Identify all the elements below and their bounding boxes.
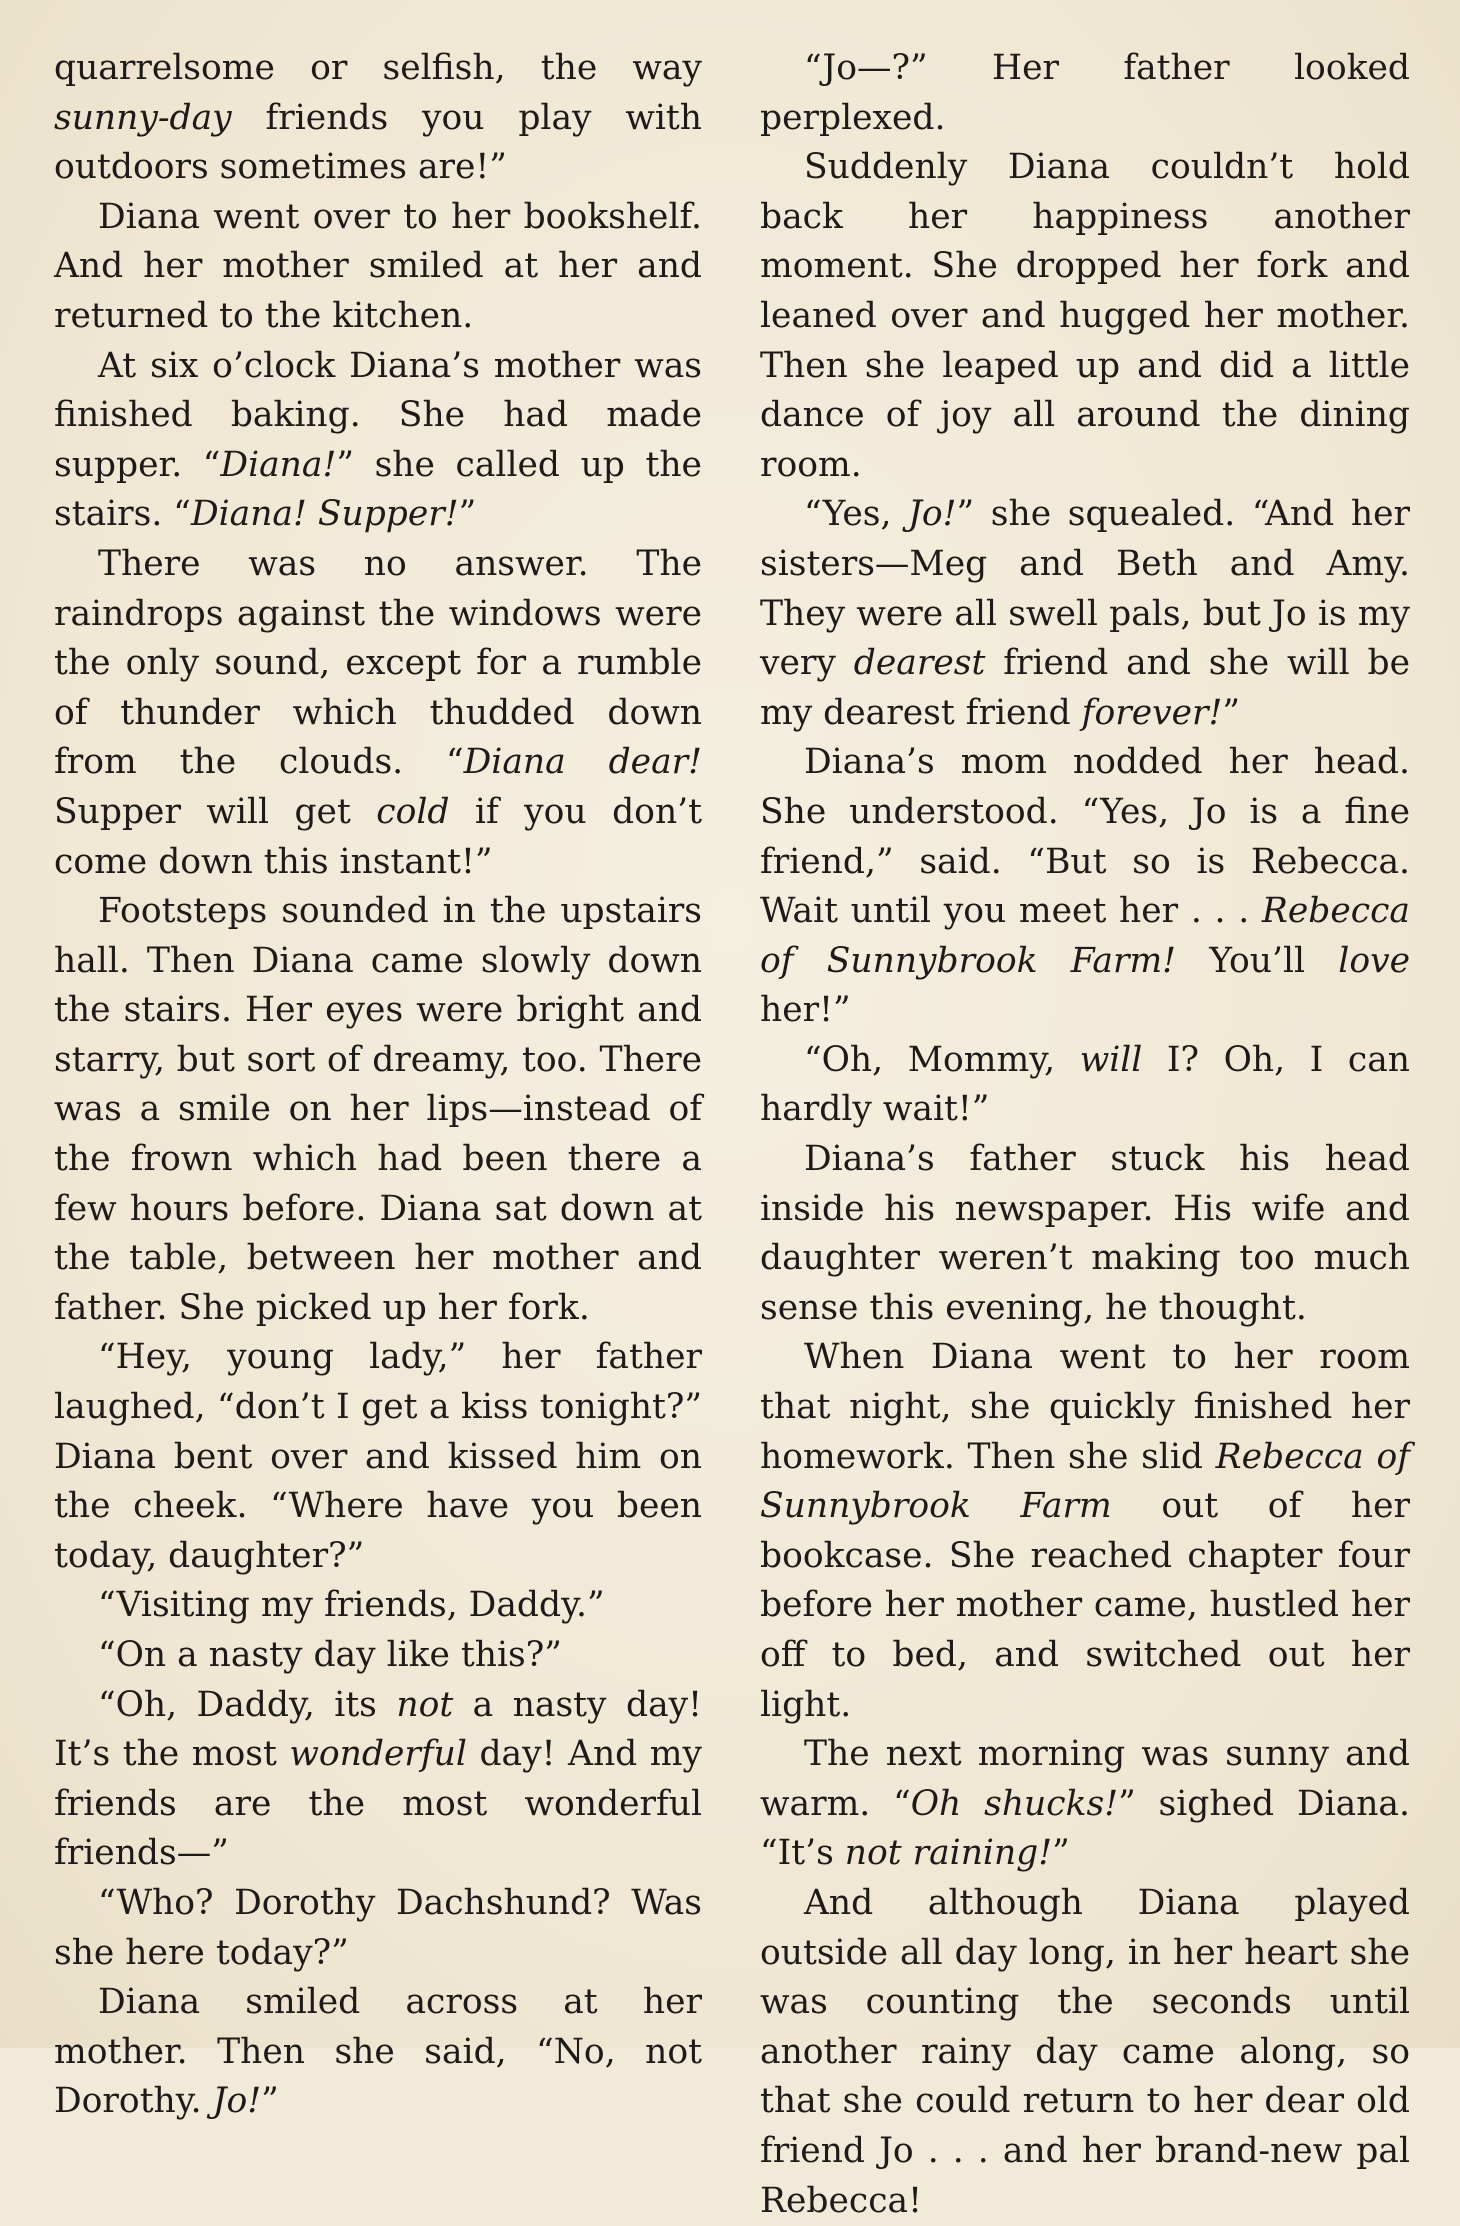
text-run: “Oh, Daddy, its [98, 1684, 397, 1725]
text-run: “Yes, [804, 494, 909, 535]
text-run: ” she called up the stairs. “ [54, 444, 702, 535]
text-run: There was no answer. The raindrops against the windows were the only sound, except for a rumble of thunder which thudded down from the clouds. “ [54, 543, 702, 783]
story-paragraph [760, 1036, 1410, 1135]
text-run: day! And my friends are the most wonderful friends—” [54, 1734, 702, 1874]
text-run: You’ll [1176, 940, 1339, 981]
story-paragraph [760, 1135, 1410, 1333]
italic-text: Jo! [908, 494, 957, 535]
italic-text: Rebecca of Sunnybrook Farm! [760, 891, 1410, 981]
italic-text: wonderful [289, 1734, 467, 1775]
italic-text: Oh shucks! [910, 1783, 1119, 1824]
story-paragraph [54, 887, 702, 1333]
text-run: Suddenly Diana couldn’t hold back her happiness another moment. She dropped her fork and leaned over and hugged her mother. Then she leaped up and did a little dance of joy all around the dining room. [760, 147, 1410, 485]
italic-text: forever! [1081, 692, 1223, 733]
text-run: Diana’s father stuck his head inside his newspaper. His wife and daughter weren’t making too much sense this evening, he thought. [760, 1139, 1410, 1328]
story-paragraph [54, 1879, 702, 1978]
story-paragraph [54, 342, 702, 540]
story-paragraph [54, 1631, 702, 1681]
text-run: out of her bookcase. She reached chapter four before her mother came, hustled her off to bed, and switched out her light. [760, 1486, 1410, 1725]
italic-text: Diana dear! [463, 742, 702, 783]
text-run: ” she squealed. “And her sisters—Meg and Beth and Amy. They were all swell pals, but Jo is my very [760, 494, 1410, 684]
text-run: I? Oh, I can hardly wait!” [760, 1039, 1410, 1130]
story-paragraph [760, 1333, 1410, 1730]
story-paragraph [54, 540, 702, 887]
text-run: a nasty day! It’s the most [54, 1684, 703, 1775]
story-paragraph [54, 1681, 702, 1879]
right-text-column [760, 44, 1410, 2226]
italic-text: sunny-day [54, 97, 232, 138]
text-run: When Diana went to her room that night, she quickly finished her homework. Then she slid [760, 1337, 1410, 1477]
text-run: At six o’clock Diana’s mother was finished baking. She had made supper. “ [54, 345, 702, 485]
text-run: friend and she will be my dearest friend [760, 643, 1411, 733]
story-paragraph [54, 1978, 702, 2127]
italic-text: not [396, 1684, 454, 1725]
italic-text: Diana! Supper! [190, 494, 459, 535]
story-paragraph [54, 1581, 702, 1631]
story-paragraph [54, 193, 702, 342]
text-run: ” [1052, 1833, 1070, 1874]
text-run: Diana went over to her bookshelf. And her mother smiled at her and returned to the kitchen. [54, 196, 702, 336]
italic-text: dearest [853, 643, 986, 684]
italic-text: not raining! [844, 1833, 1053, 1874]
text-run: “Who? Dorothy Dachshund? Was she here today?” [54, 1882, 702, 1973]
story-paragraph [760, 44, 1410, 143]
story-paragraph [54, 1333, 702, 1581]
text-run: “Jo—?” Her father looked perplexed. [760, 48, 1410, 138]
story-paragraph [760, 143, 1410, 490]
text-run: “On a nasty day like this?” [98, 1635, 562, 1675]
text-run: ” [1222, 692, 1241, 733]
text-run: if you don’t come down this instant!” [54, 791, 702, 882]
story-paragraph [760, 490, 1410, 738]
text-run: “Visiting my friends, Daddy.” [98, 1585, 605, 1626]
story-paragraph [760, 1730, 1410, 1879]
text-run: “Oh, Mommy, [804, 1039, 1080, 1080]
italic-text: cold [376, 791, 450, 832]
text-run: The next morning was sunny and warm. “ [760, 1734, 1410, 1824]
text-run: quarrelsome or selfish, the way [54, 48, 702, 88]
text-run: Footsteps sounded in the upstairs hall. Then Diana came slowly down the stairs. Her eyes were bright and starry, but sort of dreamy, too. There was a smile on her lips—instead of the frown which had been there a few hours before. Diana sat down at the table, between her mother and father. She picked up her fork. [54, 891, 702, 1328]
italic-text: Jo! [212, 2081, 262, 2122]
text-run: Supper will get [54, 791, 377, 832]
story-paragraph [760, 1879, 1410, 2226]
italic-text: Rebecca of Sunnybrook Farm [760, 1436, 1410, 1527]
story-paragraph [54, 44, 702, 193]
text-run: her!” [760, 990, 851, 1031]
left-text-column [54, 44, 702, 2127]
text-run: And although Diana played outside all day long, in her heart she was counting the seconds until another rainy day came along, so that she could return to her dear old friend Jo . . . and her brand-new pal Rebecca! [760, 1882, 1410, 2221]
story-paragraph [760, 738, 1410, 1036]
text-run: ” sighed Diana. “It’s [760, 1783, 1410, 1874]
text-run: Diana’s mom nodded her head. She understood. “Yes, Jo is a fine friend,” said. “But so is Rebecca. Wait until you meet her . . . [760, 742, 1410, 932]
text-run: “Hey, young lady,” her father laughed, “don’t I get a kiss tonight?” Diana bent over and kissed him on the cheek. “Where have you been today, daughter?” [54, 1337, 702, 1576]
text-run: ” [458, 494, 477, 535]
text-run: Diana smiled across at her mother. Then she said, “No, not Dorothy. [54, 1982, 702, 2122]
text-run: ” [261, 2081, 279, 2122]
italic-text: love [1338, 940, 1410, 981]
text-run: friends you play with outdoors sometimes are!” [54, 97, 702, 188]
italic-text: will [1079, 1039, 1143, 1080]
italic-text: Diana! [220, 444, 337, 485]
